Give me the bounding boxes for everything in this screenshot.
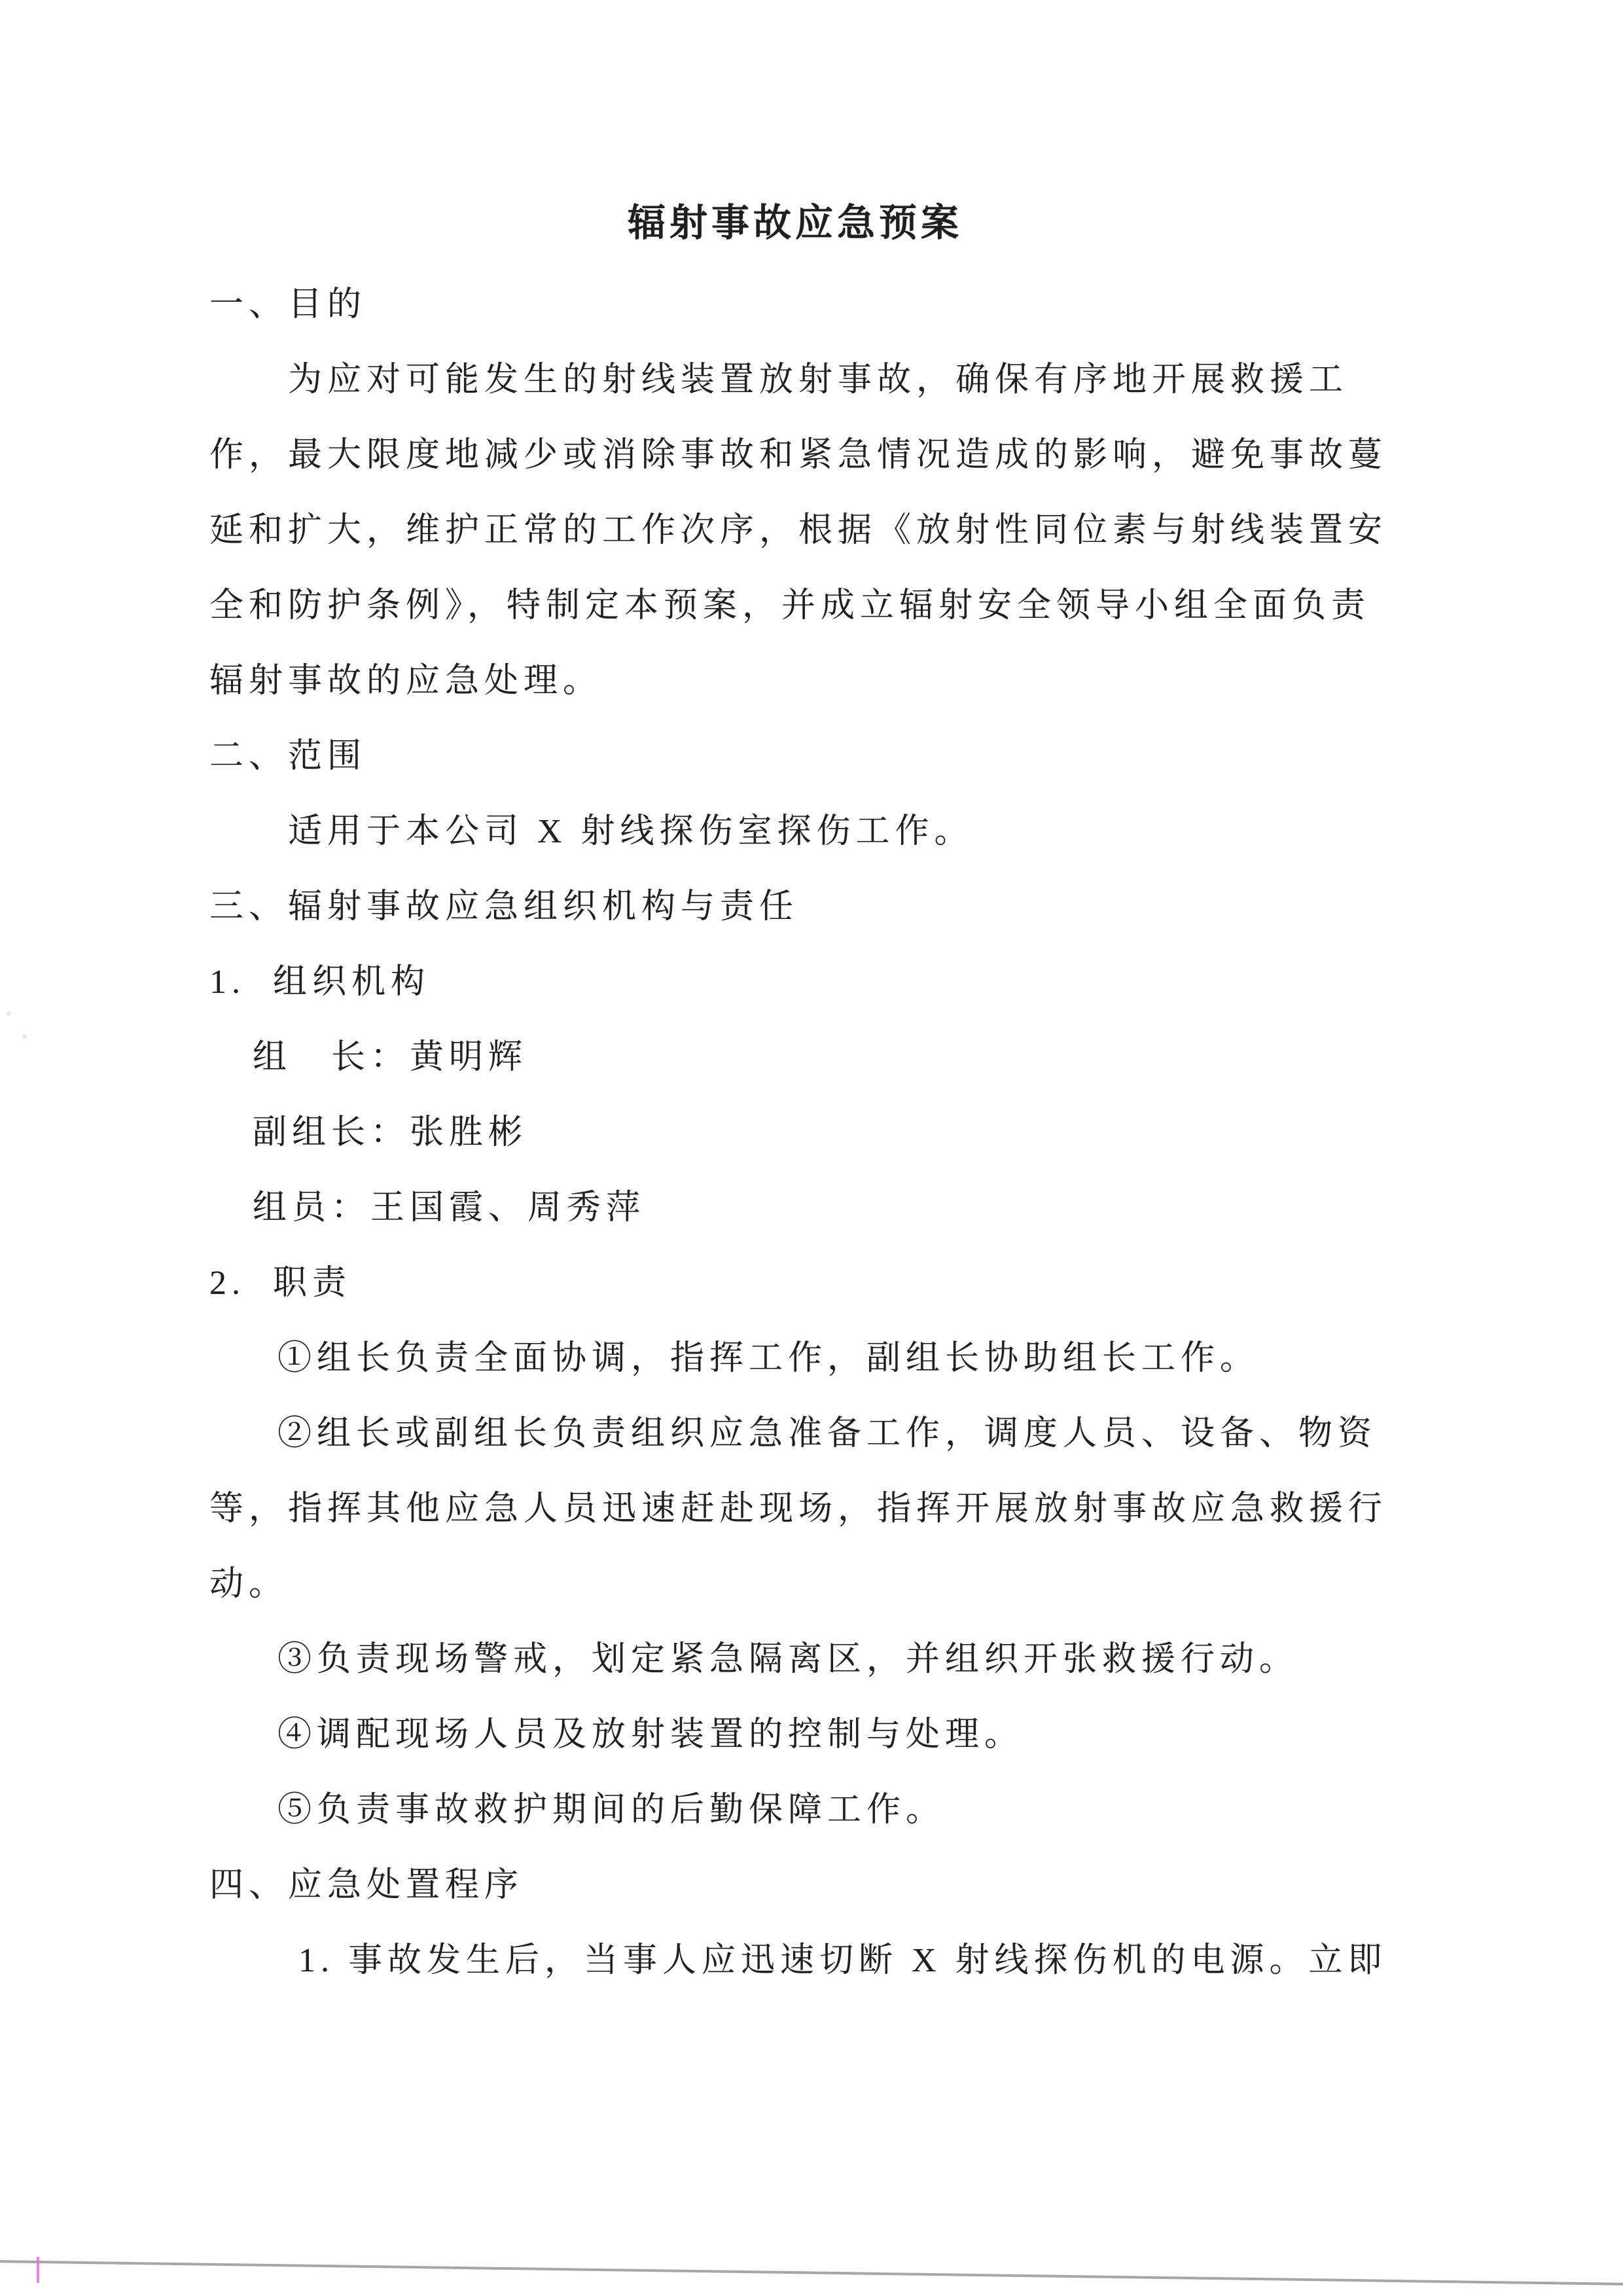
text-line: ⑤负责事故救护期间的后勤保障工作。 — [277, 1791, 946, 1829]
text-line: 为应对可能发生的射线装置放射事故，确保有序地开展救援工 — [288, 361, 1349, 399]
text-line: 组员：王国霞、周秀萍 — [253, 1189, 646, 1227]
text-line: 一、目的 — [209, 286, 367, 323]
text-line: 等，指挥其他应急人员迅速赶赴现场，指挥开展放射事故应急救援行 — [209, 1490, 1388, 1528]
text-line: 二、范围 — [209, 738, 367, 775]
text-line: ③负责现场警戒，划定紧急隔离区，并组织开张救援行动。 — [277, 1641, 1299, 1678]
text-line: 1. 事故发生后，当事人应迅速切断 X 射线探伤机的电源。立即 — [298, 1942, 1387, 1979]
text-line: ④调配现场人员及放射装置的控制与处理。 — [277, 1716, 1024, 1753]
text-line: 作，最大限度地减少或消除事故和紧急情况造成的影响，避免事故蔓 — [209, 437, 1388, 474]
text-line: 四、应急处置程序 — [209, 1867, 524, 1904]
scan-pink-mark-artifact — [37, 2257, 39, 2283]
text-line: 三、辐射事故应急组织机构与责任 — [209, 888, 799, 925]
text-line: 延和扩大，维护正常的工作次序，根据《放射性同位素与射线装置安 — [209, 512, 1388, 549]
text-line: ①组长负责全面协调，指挥工作，副组长协助组长工作。 — [277, 1340, 1260, 1377]
text-line: 全和防护条例》，特制定本预案，并成立辐射安全领导小组全面负责 — [209, 587, 1371, 624]
text-line: 2. 职责 — [209, 1265, 352, 1302]
document-title: 辐射事故应急预案 — [627, 202, 963, 244]
text-line: 1. 组织机构 — [209, 963, 431, 1001]
text-line: ②组长或副组长负责组织应急准备工作，调度人员、设备、物资 — [277, 1415, 1378, 1452]
text-line: 动。 — [209, 1566, 289, 1603]
text-line: 组 长：黄明辉 — [253, 1039, 528, 1076]
scan-speck — [7, 1011, 11, 1016]
text-line: 适用于本公司 X 射线探伤室探伤工作。 — [288, 813, 974, 850]
scan-speck — [22, 1034, 27, 1039]
scan-edge-artifact — [0, 2260, 1623, 2286]
text-line: 辐射事故的应急处理。 — [209, 662, 603, 700]
document-body — [209, 267, 1387, 1998]
text-line: 副组长：张胜彬 — [253, 1114, 528, 1151]
